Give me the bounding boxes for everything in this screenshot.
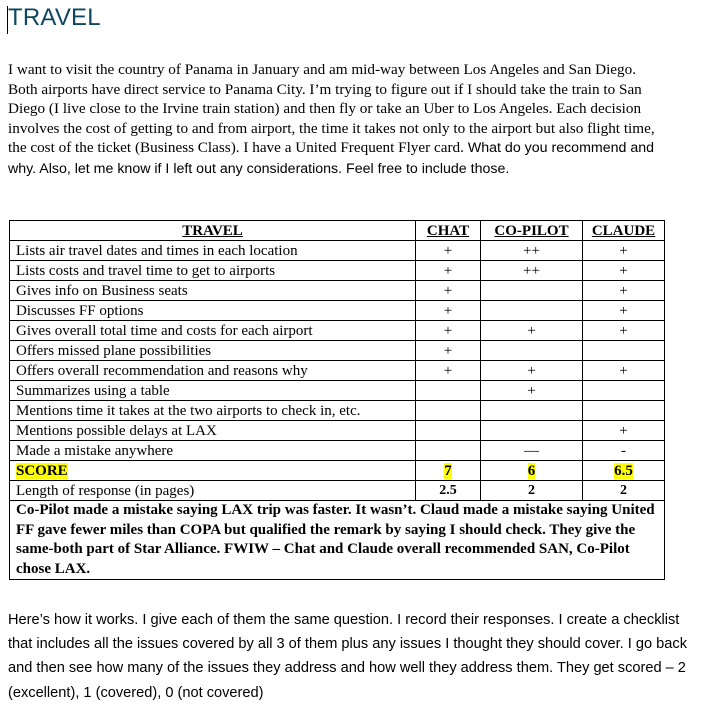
criteria-label: Lists air travel dates and times in each location [10,241,416,261]
length-claude: 2 [583,481,665,501]
criteria-label: Gives info on Business seats [10,281,416,301]
score-claude: 6.5 [583,461,665,481]
chat-mark: + [416,261,481,281]
chat-mark [416,421,481,441]
copilot-mark: + [481,321,583,341]
criteria-label: Mentions possible delays at LAX [10,421,416,441]
table-row [10,301,665,321]
table-row [10,441,665,461]
table-row [10,381,665,401]
table-row [10,261,665,281]
criteria-label: Discusses FF options [10,301,416,321]
document-heading: TRAVEL [8,4,101,31]
claude-mark: - [583,441,665,461]
copilot-mark [481,421,583,441]
intro-serif-text: I want to visit the country of Panama in January and am mid-way between Los Angeles and San Diego. Both airports have direct service to Panama City. I’m trying to figure out if I should take the train to San Diego (I live close to the Irvine train station) and then fly or take an Uber to Los Angeles. Each decision involves the cost of getting to and from airport, the time it takes not only to the airport but also flight time, the cost of the ticket (Business Class). I have a United Frequent Flyer card. [8,61,655,157]
chat-mark: + [416,301,481,321]
copilot-mark [481,341,583,361]
comparison-table [9,220,665,580]
claude-mark: + [583,301,665,321]
note-row [10,501,665,580]
claude-mark [583,401,665,421]
table-row [10,421,665,441]
table-row [10,281,665,301]
criteria-label: Offers missed plane possibilities [10,341,416,361]
criteria-label: Summarizes using a table [10,381,416,401]
length-chat: 2.5 [416,481,481,501]
copilot-mark: + [481,381,583,401]
claude-mark: + [583,281,665,301]
claude-mark: + [583,241,665,261]
chat-mark [416,401,481,421]
length-label: Length of response (in pages) [10,481,416,501]
table-row [10,401,665,421]
table-row [10,321,665,341]
table-row [10,241,665,261]
copilot-mark: + [481,361,583,381]
criteria-label: Offers overall recommendation and reasons why [10,361,416,381]
header-chat: CHAT [416,221,481,241]
table-row [10,361,665,381]
criteria-label: Lists costs and travel time to get to airports [10,261,416,281]
note-text: Co-Pilot made a mistake saying LAX trip was faster. It wasn’t. Claud made a mistake saying United FF gave fewer miles than COPA but qualified the remark by saying I should check. They give the same-both part of Star Alliance. FWIW – Chat and Claude overall recommended SAN, Co-Pilot chose LAX. [10,501,665,580]
claude-mark [583,341,665,361]
copilot-mark: — [481,441,583,461]
copilot-mark [481,401,583,421]
intro-sans-text: What do you recommend and why. Also, let me know if I left out any considerations. Feel free to include those. [8,140,654,177]
chat-mark: + [416,321,481,341]
score-label: SCORE [10,461,416,481]
length-row [10,481,665,501]
copilot-mark [481,281,583,301]
criteria-label: Made a mistake anywhere [10,441,416,461]
header-copilot: CO-PILOT [481,221,583,241]
chat-mark [416,441,481,461]
score-copilot: 6 [481,461,583,481]
criteria-label: Mentions time it takes at the two airports to check in, etc. [10,401,416,421]
copilot-mark [481,301,583,321]
chat-mark [416,381,481,401]
copilot-mark: ++ [481,261,583,281]
header-claude: CLAUDE [583,221,665,241]
chat-mark: + [416,341,481,361]
chat-mark: + [416,241,481,261]
table-header-row [10,221,665,241]
chat-mark: + [416,361,481,381]
outro-paragraph: Here’s how it works. I give each of them the same question. I record their responses. I create a checklist that includes all the issues covered by all 3 of them plus any issues I thought they should cover. I go back and then see how many of the issues they address and how well they address them. They get scored – 2 (excellent), 1 (covered), 0 (not covered) [8,612,688,701]
claude-mark: + [583,321,665,341]
claude-mark: + [583,361,665,381]
table-row [10,341,665,361]
length-copilot: 2 [481,481,583,501]
chat-mark: + [416,281,481,301]
claude-mark [583,381,665,401]
copilot-mark: ++ [481,241,583,261]
claude-mark: + [583,261,665,281]
claude-mark: + [583,421,665,441]
header-criteria: TRAVEL [10,221,416,241]
score-row [10,461,665,481]
criteria-label: Gives overall total time and costs for each airport [10,321,416,341]
intro-paragraph [8,60,668,180]
score-chat: 7 [416,461,481,481]
